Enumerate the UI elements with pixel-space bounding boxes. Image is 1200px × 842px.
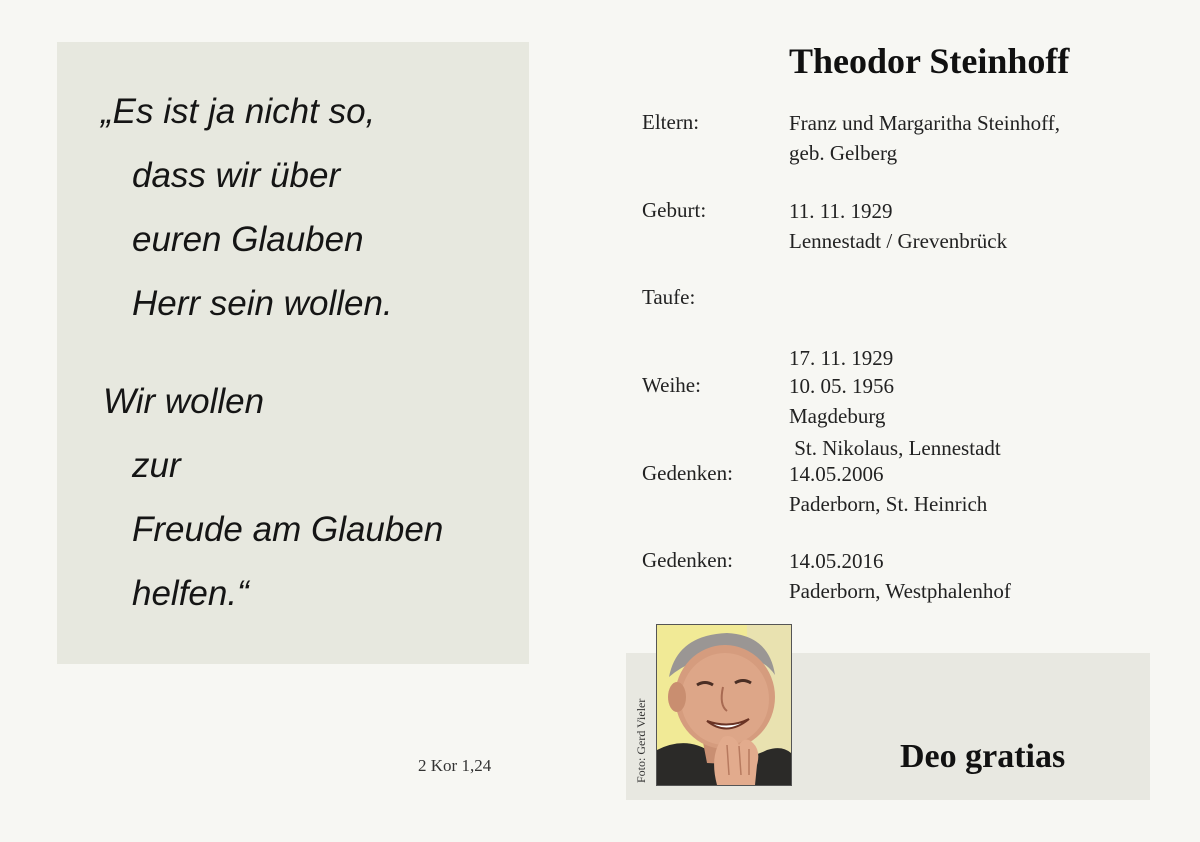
detail-line: geb. Gelberg <box>789 141 898 165</box>
detail-line: St. Nikolaus, Lennestadt <box>789 436 1001 460</box>
detail-value-birth <box>789 196 1007 256</box>
detail-value-remembrance-2 <box>789 546 1011 606</box>
quote-line-5: Wir wollen <box>103 382 265 421</box>
detail-line: 10. 05. 1956 <box>789 374 894 398</box>
quote-line-8: helfen.“ <box>132 574 249 613</box>
quote-line-7: Freude am Glauben <box>132 510 444 549</box>
quote-line-2: dass wir über <box>132 156 341 195</box>
detail-line: 11. 11. 1929 <box>789 199 893 223</box>
detail-line: 17. 11. 1929 <box>789 346 894 370</box>
detail-label-baptism: Taufe: <box>642 285 696 309</box>
photo-credit: Foto: Gerd Vieler <box>634 698 648 783</box>
detail-value-remembrance-1 <box>789 459 987 519</box>
detail-line: Paderborn, Westphalenhof <box>789 579 1011 603</box>
quote-panel <box>57 42 529 664</box>
person-name: Theodor Steinhoff <box>789 41 1070 81</box>
detail-label-birth: Geburt: <box>642 198 707 222</box>
quote-line-1: „Es ist ja nicht so, <box>101 92 376 131</box>
detail-line: 14.05.2016 <box>789 549 884 573</box>
detail-value-ordination <box>789 371 894 431</box>
detail-label-ordination: Weihe: <box>642 373 701 397</box>
quote-line-6: zur <box>132 446 181 485</box>
portrait-photo <box>656 624 792 786</box>
portrait-illustration <box>657 625 791 785</box>
detail-label-remembrance-1: Gedenken: <box>642 461 733 485</box>
detail-line: Lennestadt / Grevenbrück <box>789 229 1008 253</box>
detail-line: Franz und Margaritha Steinhoff, <box>789 111 1061 135</box>
quote-line-3: euren Glauben <box>132 220 364 259</box>
detail-line: Paderborn, St. Heinrich <box>789 492 988 516</box>
detail-line: Magdeburg <box>789 404 886 428</box>
bible-reference: 2 Kor 1,24 <box>418 756 492 775</box>
detail-label-parents: Eltern: <box>642 110 700 134</box>
detail-label-remembrance-2: Gedenken: <box>642 548 733 572</box>
closing-text: Deo gratias <box>900 738 1066 775</box>
detail-line: 14.05.2006 <box>789 462 884 486</box>
quote-line-4: Herr sein wollen. <box>132 284 393 323</box>
detail-value-parents <box>789 108 1060 168</box>
